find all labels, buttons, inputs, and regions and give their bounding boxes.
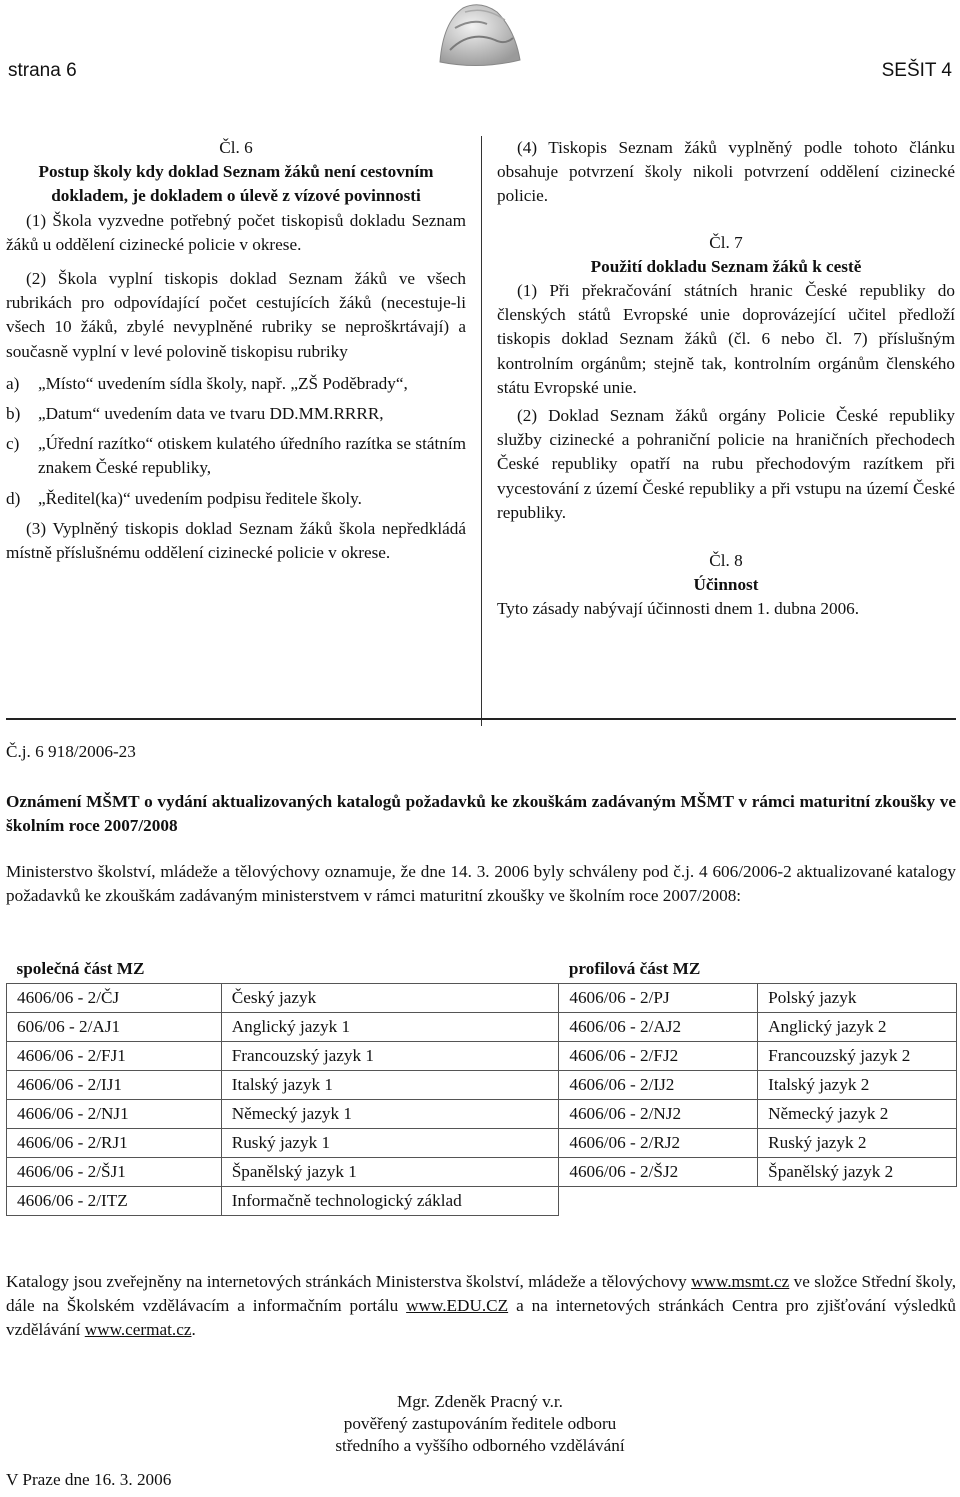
- table-cell: Italský jazyk 1: [221, 1071, 559, 1100]
- table-row: [7, 1100, 957, 1129]
- section-divider: [6, 718, 956, 720]
- catalogs-text-4: .: [191, 1320, 196, 1340]
- table-row: [7, 1013, 957, 1042]
- article-6-para-1: (1) Škola vyzvedne potřebný počet tiskopisů dokladu Seznam žáků u oddělení cizinecké policie v okrese.: [6, 210, 466, 254]
- article-6-title: Postup školy kdy doklad Seznam žáků není cestovním dokladem, je dokladem o úlevě z vízové povinnosti: [38, 162, 434, 206]
- page-number: strana 6: [8, 60, 77, 81]
- issue-label: SEŠIT 4: [881, 60, 952, 81]
- article-7-heading: Čl. 7: [709, 232, 743, 252]
- list-item-label: c): [6, 434, 20, 454]
- list-item-d: [6, 487, 466, 511]
- table-cell: 4606/06 - 2/ČJ: [7, 984, 222, 1013]
- catalogs-text-3: a na internetových stránkách Centra pro zjišťování výsledků vzdělávání: [6, 1296, 956, 1340]
- table-cell: Ruský jazyk 2: [758, 1129, 957, 1158]
- table-cell: 4606/06 - 2/FJ1: [7, 1042, 222, 1071]
- table-cell: Polský jazyk: [758, 984, 957, 1013]
- catalogs-paragraph: [6, 1270, 956, 1343]
- article-6-para-3: (3) Vyplněný tiskopis doklad Seznam žáků škola nepředkládá místně příslušnému oddělení cizinecké policie v okrese.: [6, 518, 466, 563]
- table-cell: Německý jazyk 1: [221, 1100, 559, 1129]
- table-cell: Španělský jazyk 1: [221, 1158, 559, 1187]
- table-cell: Německý jazyk 2: [758, 1100, 957, 1129]
- cermat-link[interactable]: www.cermat.cz: [84, 1320, 192, 1340]
- article-7-para-2: (2) Doklad Seznam žáků orgány Policie České republiky služby cizinecké a pohraniční policie na hraničních přechodech České republiky opatří na rubu přechodovým razítkem při vycestování z území České republiky a při vstupu na území České republiky.: [497, 406, 955, 522]
- article-6-para-2: (2) Škola vyplní tiskopis doklad Seznam žáků ve všech rubrikách pro odpovídající počet cestujících žáků (necestuje-li všech 10 žáků, zbylé nevyplněné rubriky se neproškrtávají) a současně vyplní v levé polovině tiskopisu rubriky: [6, 269, 466, 361]
- table-row: [7, 1071, 957, 1100]
- table-cell: [559, 1187, 758, 1216]
- table-row: [7, 1187, 957, 1216]
- article-7-para-1: (1) Při překračování státních hranic České republiky do členských států Evropské unie doprovázející učitel předloží tiskopis doklad Seznam žáků (čl. 6 nebo čl. 7) příslušným kontrolním orgánům; stejně tak, kontrolním orgánům členského státu Evropské unie.: [497, 281, 955, 397]
- table-cell: 4606/06 - 2/ITZ: [7, 1187, 222, 1216]
- table-cell: 4606/06 - 2/RJ1: [7, 1129, 222, 1158]
- msmt-link[interactable]: www.msmt.cz: [691, 1272, 790, 1291]
- table-cell: 606/06 - 2/AJ1: [7, 1013, 222, 1042]
- table-row: [7, 1129, 957, 1158]
- notice-reference: Č.j. 6 918/2006-23: [6, 742, 136, 761]
- notice-intro: Ministerstvo školství, mládeže a tělovýchovy oznamuje, že dne 14. 3. 2006 byly schváleny pod č.j. 4 606/2006-2 aktualizované katalogy požadavků ke zkouškám zadávaným ministerstvem v rámci maturitní zkoušky ve školním roce 2007/2008:: [6, 862, 956, 906]
- catalogs-text-2: ve složce Střední školy, dále na Školském vzdělávacím a informačním portálu: [6, 1272, 956, 1316]
- table-row: [7, 1158, 957, 1187]
- list-item-a: [6, 372, 466, 396]
- table-row: [7, 984, 957, 1013]
- table-cell: 4606/06 - 2/ŠJ2: [559, 1158, 758, 1187]
- header-profile-part: profilová část MZ: [568, 958, 701, 978]
- list-item-text: „Datum“ uvedením data ve tvaru DD.MM.RRRR,: [38, 404, 384, 424]
- right-column: [497, 136, 955, 622]
- table-cell: 4606/06 - 2/RJ2: [559, 1129, 758, 1158]
- list-item-text: „Ředitel(ka)“ uvedením podpisu ředitele školy.: [38, 488, 362, 508]
- article-8-heading: Čl. 8: [709, 551, 743, 571]
- article-6-heading: Čl. 6: [219, 138, 253, 157]
- signature-block: [260, 1391, 700, 1457]
- article-8-text: Tyto zásady nabývají účinnosti dnem 1. dubna 2006.: [497, 599, 860, 619]
- column-divider: [481, 136, 482, 726]
- table-cell: Český jazyk: [221, 984, 559, 1013]
- list-item-label: a): [6, 373, 20, 393]
- notice-title: Oznámení MŠMT o vydání aktualizovaných katalogů požadavků ke zkouškám zadávaným MŠMT v rámci maturitní zkoušky ve školním roce 2007/2008: [6, 792, 956, 836]
- table-cell: Francouzský jazyk 2: [758, 1042, 957, 1071]
- article-6-para-4: (4) Tiskopis Seznam žáků vyplněný podle tohoto článku obsahuje potvrzení školy nikoli potvrzení oddělení cizinecké policie.: [497, 138, 955, 206]
- table-cell: Španělský jazyk 2: [758, 1158, 957, 1187]
- article-7-title: Použití dokladu Seznam žáků k cestě: [590, 256, 862, 276]
- left-column: [6, 136, 466, 565]
- table-cell: 4606/06 - 2/PJ: [559, 984, 758, 1013]
- table-cell: 4606/06 - 2/NJ1: [7, 1100, 222, 1129]
- table-cell: Anglický jazyk 2: [758, 1013, 957, 1042]
- table-cell: Anglický jazyk 1: [221, 1013, 559, 1042]
- list-item-c: [6, 432, 466, 480]
- header-common-part: společná část MZ: [16, 958, 145, 978]
- table-header-row: [7, 954, 957, 984]
- place-date: V Praze dne 16. 3. 2006: [6, 1470, 172, 1489]
- globe-logo-icon: [425, 0, 535, 70]
- table-cell: Francouzský jazyk 1: [221, 1042, 559, 1071]
- signatory-role-2: středního a vyššího odborného vzdělávání: [335, 1436, 625, 1455]
- edu-link[interactable]: www.EDU.CZ: [406, 1296, 509, 1316]
- signatory-name: Mgr. Zdeněk Pracný v.r.: [397, 1392, 563, 1411]
- table-cell: 4606/06 - 2/FJ2: [559, 1042, 758, 1071]
- table-cell: Italský jazyk 2: [758, 1071, 957, 1100]
- table-cell: 4606/06 - 2/IJ2: [559, 1071, 758, 1100]
- list-item-text: „Úřední razítko“ otiskem kulatého úředního razítka se státním znakem České republiky,: [38, 434, 466, 478]
- catalogs-text-1: Katalogy jsou zveřejněny na internetových stránkách Ministerstva školství, mládeže a tělovýchovy: [6, 1272, 687, 1291]
- table-cell: Informačně technologický základ: [221, 1187, 559, 1216]
- signatory-role-1: pověřený zastupováním ředitele odboru: [343, 1414, 617, 1433]
- list-item-label: b): [6, 404, 21, 424]
- table-cell: 4606/06 - 2/ŠJ1: [7, 1158, 222, 1187]
- table-cell: 4606/06 - 2/IJ1: [7, 1071, 222, 1100]
- table-row: [7, 1042, 957, 1071]
- article-8-title: Účinnost: [693, 575, 759, 595]
- table-cell: 4606/06 - 2/AJ2: [559, 1013, 758, 1042]
- table-cell: Ruský jazyk 1: [221, 1129, 559, 1158]
- table-cell: [758, 1187, 957, 1216]
- list-item-b: [6, 402, 466, 426]
- table-cell: 4606/06 - 2/NJ2: [559, 1100, 758, 1129]
- catalog-table: [6, 954, 957, 1216]
- list-item-text: „Místo“ uvedením sídla školy, např. „ZŠ Poděbrady“,: [38, 373, 408, 393]
- list-item-label: d): [6, 488, 21, 508]
